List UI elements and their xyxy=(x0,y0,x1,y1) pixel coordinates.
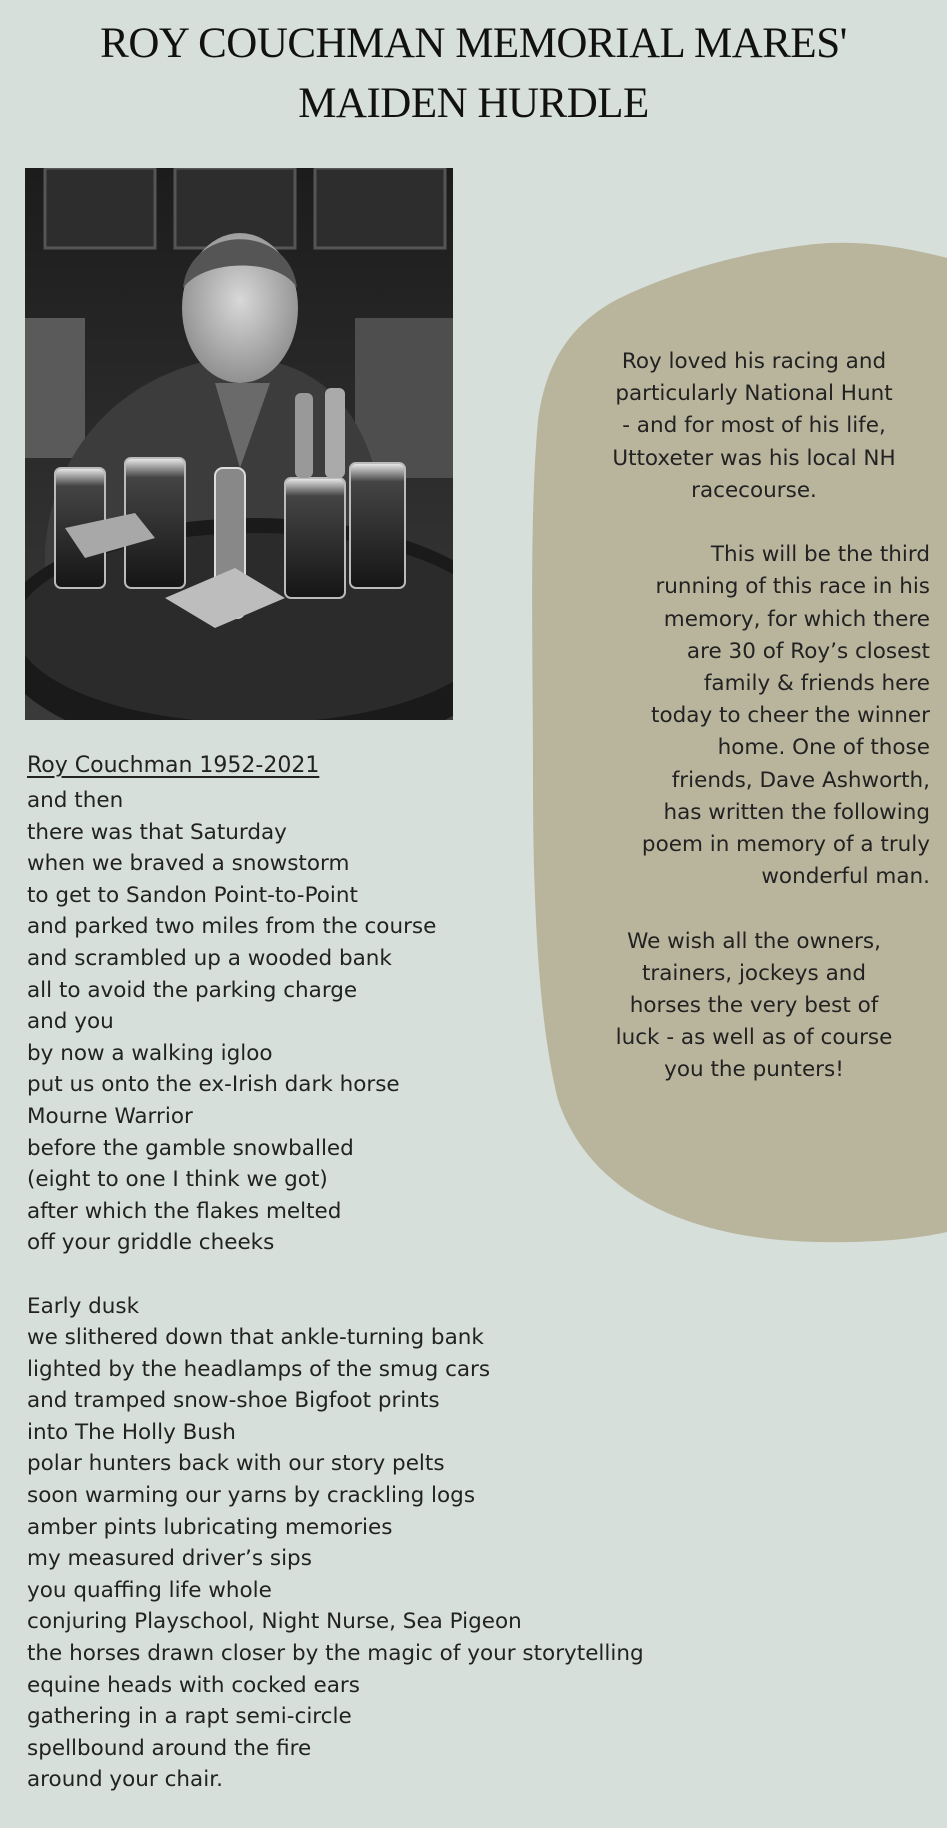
tribute-line: running of this race in his xyxy=(655,574,930,600)
tribute-line: you the punters! xyxy=(664,1057,844,1083)
poem-line: you quaffing life whole xyxy=(27,1577,272,1603)
tribute-paragraph-3 xyxy=(578,926,930,1087)
poem-line: before the gamble snowballed xyxy=(27,1135,354,1161)
poem-line: and scrambled up a wooded bank xyxy=(27,945,392,971)
poem-line: when we braved a snowstorm xyxy=(27,851,350,877)
tribute-line: friends, Dave Ashworth, xyxy=(671,767,930,793)
tribute-line: luck - as well as of course xyxy=(615,1025,893,1051)
tribute-line: has written the following xyxy=(663,799,930,825)
poem-line: polar hunters back with our story pelts xyxy=(27,1451,445,1477)
tribute-paragraph-2 xyxy=(578,539,930,893)
poem-line: by now a walking igloo xyxy=(27,1040,273,1066)
roy-couchman-photo xyxy=(25,168,453,720)
poem-line: we slithered down that ankle-turning bank xyxy=(27,1325,484,1351)
poem-line: off your griddle cheeks xyxy=(27,1230,275,1256)
page-title-line-2: MAIDEN HURDLE xyxy=(298,80,649,127)
photo-caption: Roy Couchman 1952-2021 xyxy=(27,753,320,778)
poem-line: and then xyxy=(27,788,124,813)
poem-line: Mourne Warrior xyxy=(27,1103,193,1129)
photo-image xyxy=(25,168,453,720)
poem-line: the horses drawn closer by the magic of your storytelling xyxy=(27,1641,644,1667)
poem-line: gathering in a rapt semi-circle xyxy=(27,1704,352,1730)
poem-line: there was that Saturday xyxy=(27,819,287,845)
poem-line: amber pints lubricating memories xyxy=(27,1514,393,1540)
poem-line: and you xyxy=(27,1009,114,1035)
tribute-line: trainers, jockeys and xyxy=(641,960,867,986)
tribute-line: poem in memory of a truly xyxy=(641,832,930,858)
tribute-line: family & friends here xyxy=(703,671,930,697)
tribute-line: are 30 of Roy’s closest xyxy=(686,638,930,664)
poem-line: Early dusk xyxy=(27,1293,140,1319)
tribute-line: We wish all the owners, xyxy=(627,928,881,954)
tribute-paragraph-1 xyxy=(578,346,930,507)
poem-line: equine heads with cocked ears xyxy=(27,1672,360,1698)
poem-line: put us onto the ex-Irish dark horse xyxy=(27,1072,400,1098)
tribute-line: particularly National Hunt xyxy=(615,381,893,407)
tribute-line: Uttoxeter was his local NH xyxy=(612,445,896,471)
poem-line: after which the flakes melted xyxy=(27,1198,342,1224)
tribute-text xyxy=(578,346,930,1087)
tribute-line: This will be the third xyxy=(710,542,930,568)
tribute-line: racecourse. xyxy=(691,477,817,503)
poem-line: (eight to one I think we got) xyxy=(27,1167,328,1193)
poem-line: spellbound around the fire xyxy=(27,1735,312,1761)
poem-line: to get to Sandon Point-to-Point xyxy=(27,882,358,908)
tribute-line: Roy loved his racing and xyxy=(621,349,887,374)
poem-line: soon warming our yarns by crackling logs xyxy=(27,1483,476,1509)
tribute-line: wonderful man. xyxy=(761,864,930,890)
page-title-line-1: ROY COUCHMAN MEMORIAL MARES' xyxy=(100,20,847,67)
poem-line: all to avoid the parking charge xyxy=(27,977,358,1003)
poem-line: and tramped snow-shoe Bigfoot prints xyxy=(27,1388,440,1414)
tribute-line: - and for most of his life, xyxy=(622,413,886,439)
poem-line: conjuring Playschool, Night Nurse, Sea Pigeon xyxy=(27,1609,522,1635)
tribute-line: home. One of those xyxy=(717,735,930,761)
poem-line: around your chair. xyxy=(27,1767,223,1793)
tribute-line: today to cheer the winner xyxy=(651,703,930,729)
poem-line: and parked two miles from the course xyxy=(27,914,437,940)
tribute-line: memory, for which there xyxy=(663,606,930,632)
poem-line: lighted by the headlamps of the smug cars xyxy=(27,1356,491,1382)
poem-line: my measured driver’s sips xyxy=(27,1546,312,1572)
poem-line: into The Holly Bush xyxy=(27,1419,236,1445)
tribute-line: horses the very best of xyxy=(629,993,879,1019)
poem-stanza-2 xyxy=(27,1291,927,1797)
